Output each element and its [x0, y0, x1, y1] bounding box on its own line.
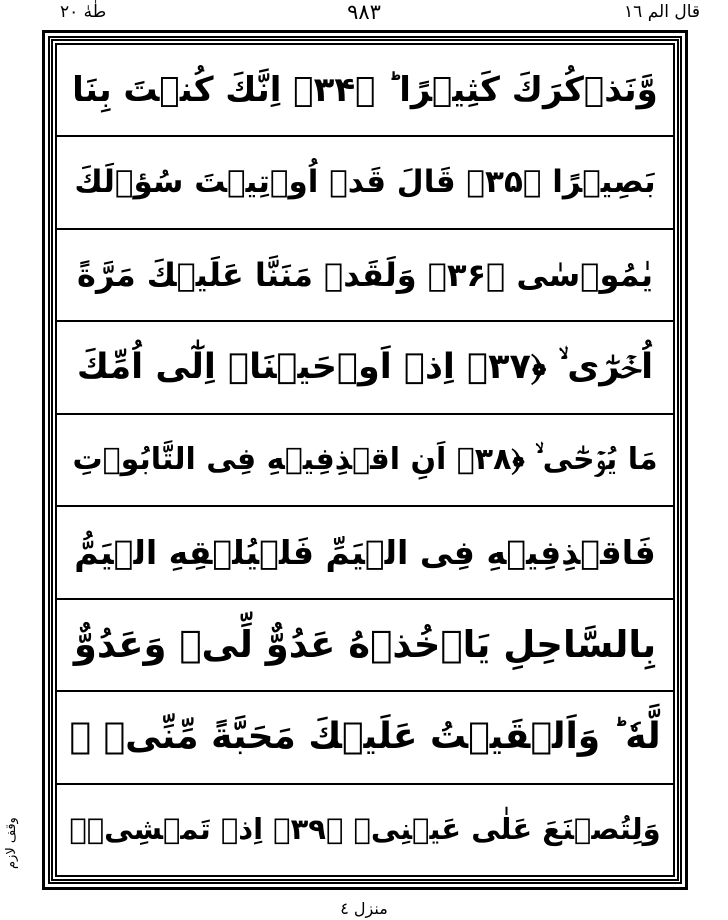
verse-line	[57, 45, 673, 137]
verse-line	[57, 507, 673, 599]
verse-line	[57, 137, 673, 229]
page-border-frame	[42, 30, 688, 890]
verse-line-text: بَصِيۡرًا ﴿۳۵﴾ قَالَ قَدۡ اُوۡتِيۡتَ سُؤۡلَكَ	[74, 164, 656, 201]
surah-name-label: طٰهٰ ٢٠	[60, 2, 107, 22]
verse-line-text: لَّهٗ ؕ وَاَلۡقَيۡتُ عَلَيۡكَ مَحَبَّةً مِّنِّىۡ ۚ	[69, 716, 661, 758]
page-number: ٩٨٣	[347, 0, 381, 24]
verse-line	[57, 785, 673, 875]
verse-line	[57, 600, 673, 692]
verse-line	[57, 415, 673, 507]
surah-para-label: قال الم ١٦	[624, 2, 700, 22]
margin-note: وقف لازم	[4, 817, 19, 869]
verse-line	[57, 230, 673, 322]
text-area	[55, 43, 675, 877]
verse-line-text: يٰمُوۡسٰى ﴿۳۶﴾ وَلَقَدۡ مَنَنَّا عَلَيۡكَ مَرَّةً	[77, 256, 653, 295]
verse-line	[57, 322, 673, 414]
verse-line-text: فَاقۡذِفِيۡهِ فِى الۡيَمِّ فَلۡيُلۡقِهِ الۡيَمُّ	[74, 532, 656, 572]
manzil-footer: منزل ٤	[340, 899, 388, 918]
verse-line-text: بِالسَّاحِلِ يَاۡخُذۡهُ عَدُوٌّ لِّىۡ وَعَدُوٌّ	[73, 623, 657, 667]
verse-line-text: وَّنَذۡكُرَكَ كَثِيۡرًا ؕ ﴿۳۴﴾ اِنَّكَ كُنۡتَ بِنَا	[72, 70, 658, 111]
verse-line-text: مَا يُوۡحٰٓى ۙ ﴿۳۸﴾ اَنِ اقۡذِفِيۡهِ فِى التَّابُوۡتِ	[72, 441, 658, 477]
verse-line-text: وَلِتُصۡنَعَ عَلٰى عَيۡنِىۡ ﴿۳۹﴾ اِذۡ تَمۡشِىۡۤ	[69, 812, 661, 847]
verse-line-text: اُخۡرٰٓى ۙ ﴿۳۷﴾ اِذۡ اَوۡحَيۡنَاۤ اِلٰٓى اُمِّكَ	[76, 347, 654, 388]
verse-line	[57, 692, 673, 784]
